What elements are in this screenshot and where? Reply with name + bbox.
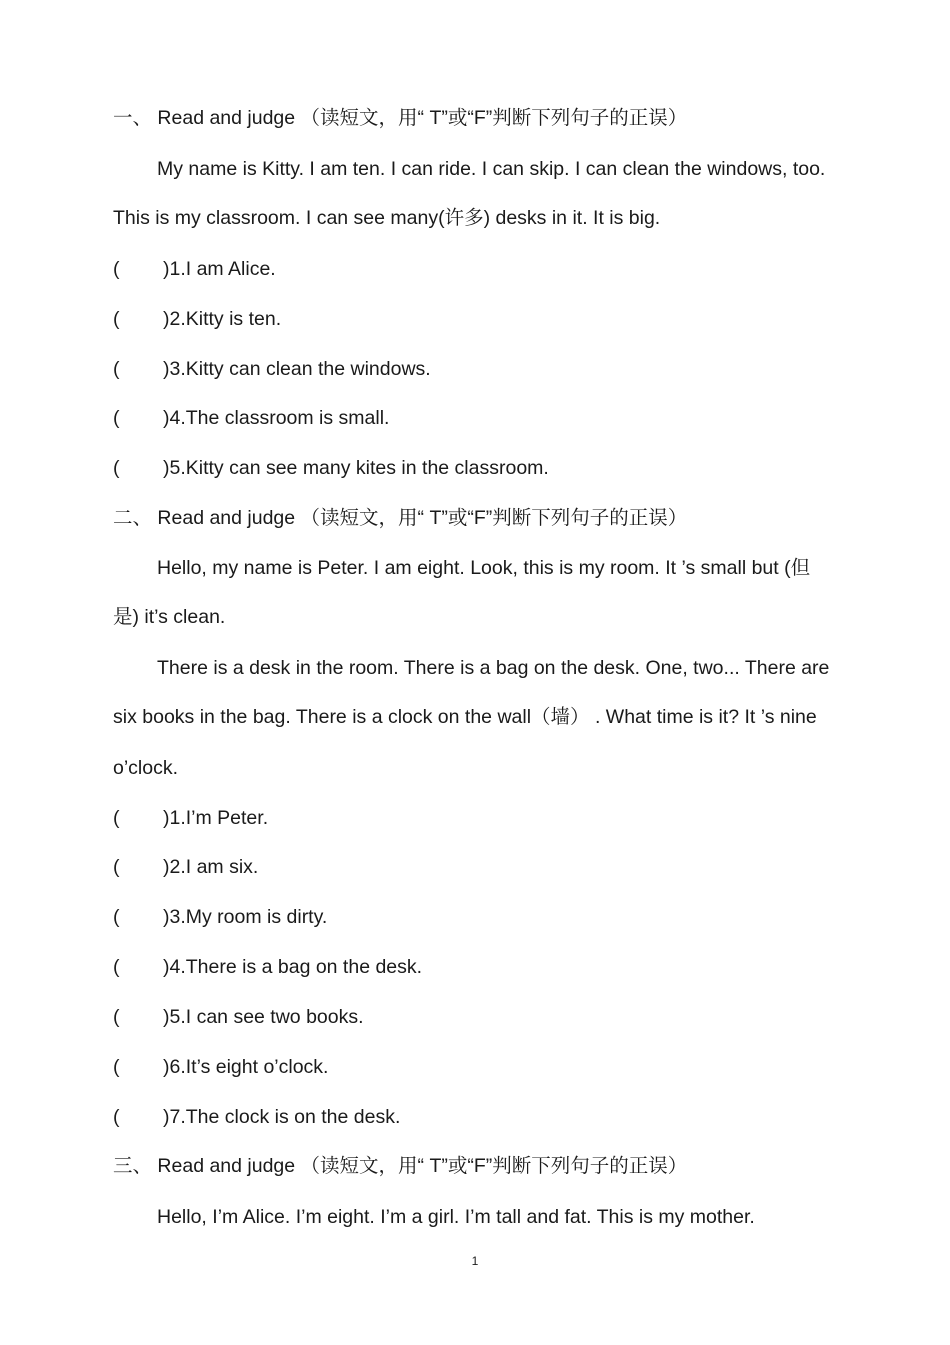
question-text: )4.The classroom is small. xyxy=(163,407,390,429)
answer-blank[interactable]: ( xyxy=(113,258,120,280)
question-item xyxy=(113,854,258,880)
section-1-heading: 一、 Read and judge （读短文，用“ T”或“F”判断下列句子的正误） xyxy=(113,107,688,129)
question-item xyxy=(113,904,327,930)
question-text: )3.My room is dirty. xyxy=(163,906,328,928)
question-text: )7.The clock is on the desk. xyxy=(163,1106,401,1128)
section-2-passage-line-4: six books in the bag. There is a clock on the wall（墙） . What time is it? It ’s nine xyxy=(113,706,817,728)
question-text: )3.Kitty can clean the windows. xyxy=(163,358,431,380)
answer-blank[interactable]: ( xyxy=(113,1106,120,1128)
answer-blank[interactable]: ( xyxy=(113,457,120,479)
section-2-passage-line-3: There is a desk in the room. There is a bag on the desk. One, two... There are xyxy=(157,657,830,679)
question-text: )1.I am Alice. xyxy=(163,258,276,280)
question-item xyxy=(113,256,276,282)
section-2-passage-line-1: Hello, my name is Peter. I am eight. Look, this is my room. It ’s small but (但 xyxy=(157,557,811,579)
question-item xyxy=(113,1004,364,1030)
section-1-passage-line-1: My name is Kitty. I am ten. I can ride. I can skip. I can clean the windows, too. xyxy=(157,158,826,180)
answer-blank[interactable]: ( xyxy=(113,1056,120,1078)
answer-blank[interactable]: ( xyxy=(113,308,120,330)
question-text: )6.It’s eight o’clock. xyxy=(163,1056,329,1078)
answer-blank[interactable]: ( xyxy=(113,1006,120,1028)
answer-blank[interactable]: ( xyxy=(113,856,120,878)
section-3-passage-line-1: Hello, I’m Alice. I’m eight. I’m a girl. I’m tall and fat. This is my mother. xyxy=(157,1206,755,1228)
question-item xyxy=(113,1054,328,1080)
section-2-passage-line-2: 是) it’s clean. xyxy=(113,606,226,628)
question-item xyxy=(113,954,422,980)
answer-blank[interactable]: ( xyxy=(113,358,120,380)
section-2-heading: 二、 Read and judge （读短文，用“ T”或“F”判断下列句子的正误） xyxy=(113,507,688,529)
question-item xyxy=(113,356,431,382)
section-2-passage-line-5: o’clock. xyxy=(113,757,179,779)
question-item xyxy=(113,1104,400,1130)
question-text: )1.I’m Peter. xyxy=(163,807,269,829)
question-text: )4.There is a bag on the desk. xyxy=(163,956,423,978)
answer-blank[interactable]: ( xyxy=(113,956,120,978)
question-item xyxy=(113,805,268,831)
page-number: 1 xyxy=(471,1254,479,1268)
answer-blank[interactable]: ( xyxy=(113,807,120,829)
question-item xyxy=(113,455,549,481)
question-text: )5.Kitty can see many kites in the classroom. xyxy=(163,457,549,479)
section-3-heading: 三、 Read and judge （读短文，用“ T”或“F”判断下列句子的正误） xyxy=(113,1155,688,1177)
question-text: )5.I can see two books. xyxy=(163,1006,364,1028)
question-text: )2.Kitty is ten. xyxy=(163,308,282,330)
question-text: )2.I am six. xyxy=(163,856,259,878)
answer-blank[interactable]: ( xyxy=(113,407,120,429)
question-item xyxy=(113,306,281,332)
section-1-passage-line-2: This is my classroom. I can see many(许多) desks in it. It is big. xyxy=(113,207,661,229)
question-item xyxy=(113,405,389,431)
answer-blank[interactable]: ( xyxy=(113,906,120,928)
